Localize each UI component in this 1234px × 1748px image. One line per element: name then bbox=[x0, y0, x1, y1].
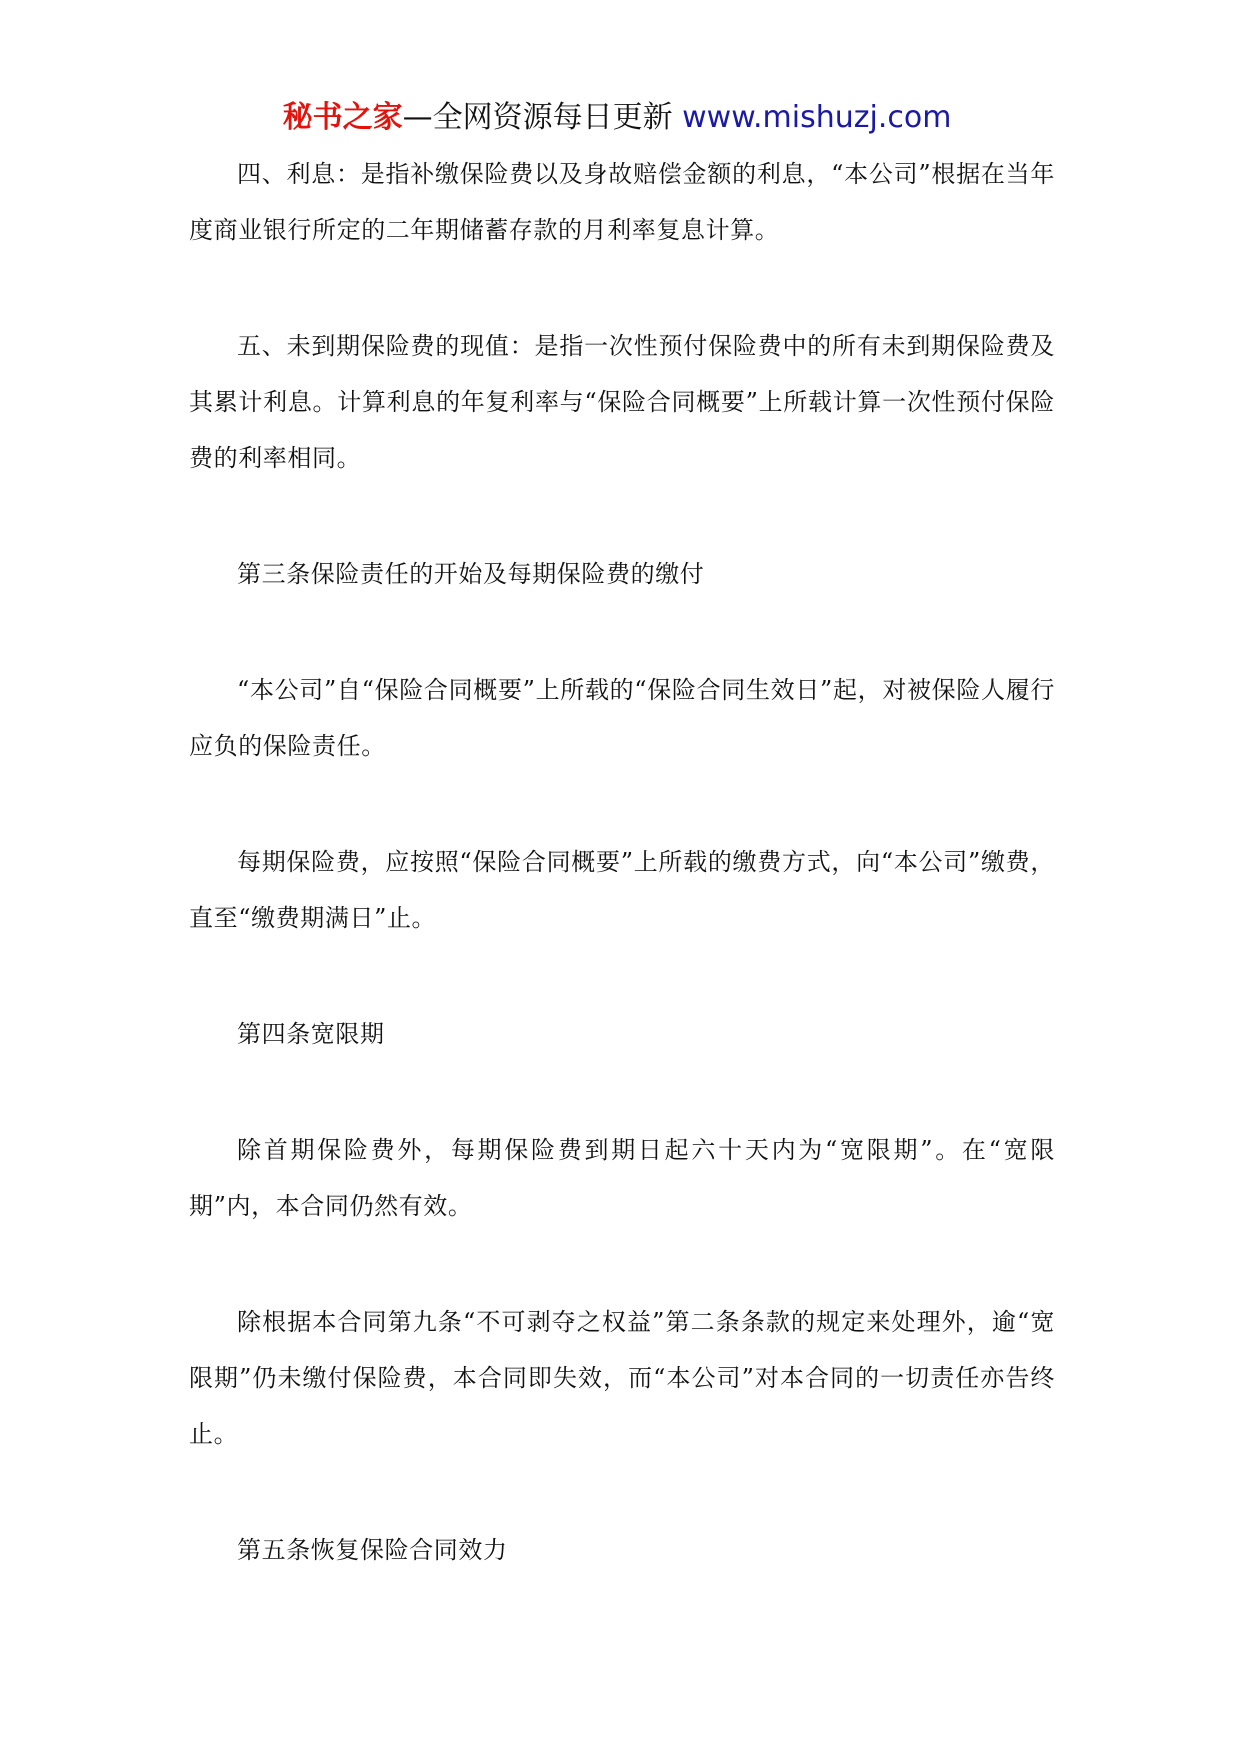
paragraph-gap bbox=[189, 486, 1055, 546]
paragraph-gap bbox=[189, 258, 1055, 318]
section-heading-article-4: 第四条宽限期 bbox=[237, 1020, 385, 1048]
page-header bbox=[0, 98, 1234, 138]
paragraph-gap bbox=[189, 946, 1055, 1006]
paragraph-gap bbox=[189, 1462, 1055, 1522]
brand-name: 秘书之家 bbox=[282, 100, 403, 135]
paragraph-interest: 四、利息：是指补缴保险费以及身故赔偿金额的利息，“本公司”根据在当年度商业银行所定的二年期储蓄存款的月利率复息计算。 bbox=[189, 160, 1055, 244]
header-slogan: —全网资源每日更新 bbox=[402, 100, 673, 135]
paragraph-gap bbox=[189, 1062, 1055, 1122]
section-heading-article-3: 第三条保险责任的开始及每期保险费的缴付 bbox=[237, 560, 705, 588]
paragraph-gap bbox=[189, 774, 1055, 834]
paragraph-present-value: 五、未到期保险费的现值：是指一次性预付保险费中的所有未到期保险费及其累计利息。计算利息的年复利率与“保险合同概要”上所载计算一次性预付保险费的利率相同。 bbox=[189, 332, 1055, 472]
paragraph-premium-payment: 每期保险费，应按照“保险合同概要”上所载的缴费方式，向“本公司”缴费，直至“缴费期满日”止。 bbox=[189, 848, 1055, 932]
section-heading-article-5: 第五条恢复保险合同效力 bbox=[237, 1536, 508, 1564]
header-url[interactable]: www.mishuzj.com bbox=[682, 100, 952, 135]
paragraph-liability-start: “本公司”自“保险合同概要”上所载的“保险合同生效日”起，对被保险人履行应负的保险责任。 bbox=[189, 676, 1055, 760]
document-body bbox=[189, 146, 1055, 1578]
paragraph-gap bbox=[189, 1234, 1055, 1294]
paragraph-lapse: 除根据本合同第九条“不可剥夺之权益”第二条条款的规定来处理外，逾“宽限期”仍未缴付保险费，本合同即失效，而“本公司”对本合同的一切责任亦告终止。 bbox=[189, 1308, 1055, 1448]
paragraph-gap bbox=[189, 602, 1055, 662]
paragraph-grace-period: 除首期保险费外，每期保险费到期日起六十天内为“宽限期”。在“宽限期”内，本合同仍然有效。 bbox=[189, 1136, 1055, 1220]
